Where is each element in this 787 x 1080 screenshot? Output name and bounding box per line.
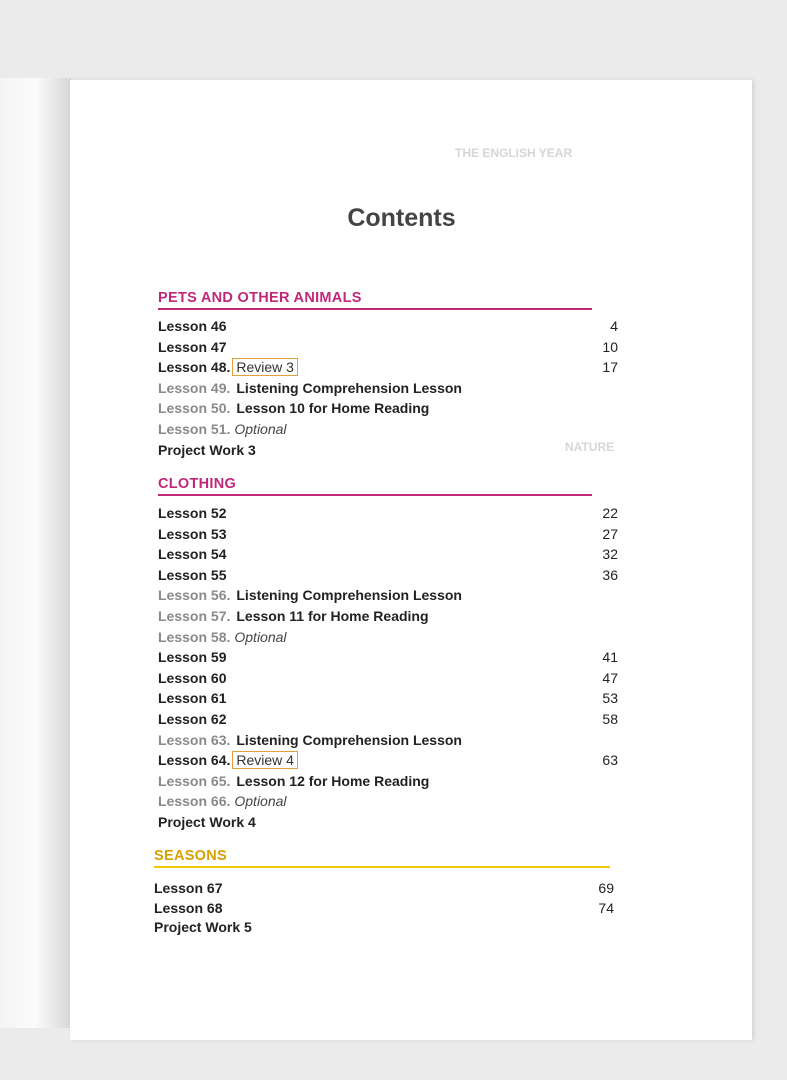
section-heading: SEASONS: [154, 848, 228, 864]
toc-entry[interactable]: [158, 709, 618, 729]
review-badge: Review 3: [232, 358, 298, 376]
toc-entry[interactable]: [158, 440, 618, 460]
lesson-subtitle: Listening Comprehension Lesson: [236, 379, 462, 396]
toc-entry[interactable]: [158, 544, 618, 564]
toc-entry[interactable]: [158, 750, 618, 770]
lesson-number: Project Work 5: [154, 919, 252, 935]
toc-entry[interactable]: [158, 606, 618, 626]
toc-entry[interactable]: [158, 524, 618, 544]
toc-entry-label: [158, 442, 259, 458]
page-number: 32: [602, 546, 618, 563]
toc-entry-label: [158, 608, 432, 624]
lesson-number: Lesson 63.: [158, 731, 231, 748]
toc-entry[interactable]: [158, 730, 618, 750]
toc-entry-label: [158, 380, 465, 396]
toc-entry-label: [158, 670, 229, 686]
lesson-number: Lesson 61: [158, 690, 227, 707]
page-number: 27: [602, 525, 618, 542]
page-number: 22: [602, 505, 618, 521]
lesson-optional: Optional: [234, 421, 287, 437]
toc-entry[interactable]: [158, 647, 618, 667]
lesson-number: Lesson 53: [158, 525, 227, 542]
page-number: 74: [598, 899, 614, 916]
section-clothing: [158, 476, 592, 496]
toc-entry-label: [158, 690, 229, 706]
page-number: 17: [602, 359, 618, 376]
lesson-number: Lesson 59: [158, 649, 227, 666]
toc-entry-label: [158, 546, 229, 562]
lesson-number: Lesson 49.: [158, 379, 231, 396]
toc-entry-label: [158, 587, 465, 603]
lesson-number: Lesson 52: [158, 505, 227, 521]
section-pets: [158, 290, 592, 310]
lesson-number: Lesson 47: [158, 338, 227, 355]
lesson-number: Lesson 62: [158, 711, 227, 727]
lesson-subtitle: Lesson 12 for Home Reading: [236, 772, 430, 789]
page-title: Contents: [347, 204, 456, 232]
toc-entry[interactable]: [154, 917, 614, 937]
lesson-number: Lesson 51.: [158, 421, 231, 437]
lesson-number: Lesson 48.: [158, 359, 231, 376]
section-rule: [154, 866, 610, 868]
toc-entry[interactable]: [158, 668, 618, 688]
lesson-number: Lesson 67: [154, 880, 223, 896]
toc-entry-label: [158, 505, 229, 521]
toc-entry-label: [154, 900, 225, 916]
toc-entry-label: [158, 400, 432, 416]
toc-entry[interactable]: [158, 398, 618, 418]
review-badge: Review 4: [232, 751, 298, 769]
lesson-subtitle: Lesson 10 for Home Reading: [236, 400, 430, 417]
toc-entry-label: [158, 339, 229, 355]
toc-entry[interactable]: [158, 419, 618, 439]
section-rule: [158, 308, 592, 310]
toc-entry-label: [158, 773, 432, 789]
toc-entry[interactable]: [158, 565, 618, 585]
page-number: 53: [602, 690, 618, 707]
page-number: 4: [610, 318, 618, 334]
lesson-number: Lesson 50.: [158, 400, 231, 417]
section-seasons: [154, 848, 610, 868]
lesson-number: Lesson 65.: [158, 772, 231, 789]
toc-entry[interactable]: [154, 898, 614, 918]
page-number: 63: [602, 752, 618, 769]
lesson-number: Lesson 57.: [158, 608, 231, 624]
lesson-number: Lesson 68: [154, 899, 223, 916]
toc-entry[interactable]: [158, 771, 618, 791]
lesson-number: Lesson 58.: [158, 628, 231, 645]
toc-entry-label: [158, 793, 290, 809]
lesson-number: Project Work 4: [158, 814, 256, 830]
bleed-through-text: THE ENGLISH YEAR: [455, 146, 573, 160]
toc-entry-label: [158, 318, 229, 334]
page-number: 10: [602, 338, 618, 355]
toc-entry[interactable]: [158, 316, 618, 336]
lesson-number: Lesson 55: [158, 566, 227, 583]
bleed-through-text: NATURE: [565, 440, 615, 454]
toc-entry[interactable]: [158, 791, 618, 811]
lesson-number: Lesson 66.: [158, 793, 231, 810]
toc-entry-label: [158, 421, 290, 437]
lesson-subtitle: Listening Comprehension Lesson: [236, 587, 462, 604]
lesson-number: Lesson 56.: [158, 587, 231, 604]
toc-entry[interactable]: [158, 378, 618, 398]
toc-entry[interactable]: [158, 812, 618, 832]
page-number: 58: [602, 711, 618, 727]
page-number: 36: [602, 566, 618, 583]
toc-entry[interactable]: [158, 503, 618, 523]
page-number: 47: [602, 669, 618, 686]
toc-entry-label: [158, 526, 229, 542]
page-number: 41: [602, 649, 618, 666]
lesson-optional: Optional: [234, 628, 287, 645]
toc-entry[interactable]: [158, 627, 618, 647]
toc-entry-label: [158, 567, 229, 583]
lesson-number: Lesson 54: [158, 546, 227, 563]
toc-entry-label: [154, 919, 255, 935]
section-rule: [158, 494, 592, 496]
toc-entry-label: [158, 732, 465, 748]
page-number: 69: [598, 880, 614, 896]
toc-entry-label: [158, 359, 301, 375]
lesson-number: Lesson 60: [158, 669, 227, 686]
lesson-subtitle: Listening Comprehension Lesson: [236, 731, 462, 748]
lesson-subtitle: Lesson 11 for Home Reading: [236, 608, 429, 624]
toc-entry[interactable]: [158, 337, 618, 357]
toc-entry-label: [158, 711, 229, 727]
toc-entry-label: [158, 649, 229, 665]
section-heading: CLOTHING: [158, 476, 237, 492]
toc-entry-label: [154, 880, 225, 896]
lesson-number: Project Work 3: [158, 441, 256, 458]
section-heading: PETS AND OTHER ANIMALS: [158, 290, 362, 306]
toc-entry[interactable]: [158, 585, 618, 605]
toc-entry-label: [158, 629, 290, 645]
toc-entry-label: [158, 814, 259, 830]
toc-entry[interactable]: [158, 357, 618, 377]
lesson-number: Lesson 64.: [158, 752, 231, 769]
toc-entry[interactable]: [154, 878, 614, 898]
toc-entry[interactable]: [158, 688, 618, 708]
toc-entry-label: [158, 752, 301, 768]
lesson-optional: Optional: [234, 793, 287, 810]
lesson-number: Lesson 46: [158, 318, 227, 334]
